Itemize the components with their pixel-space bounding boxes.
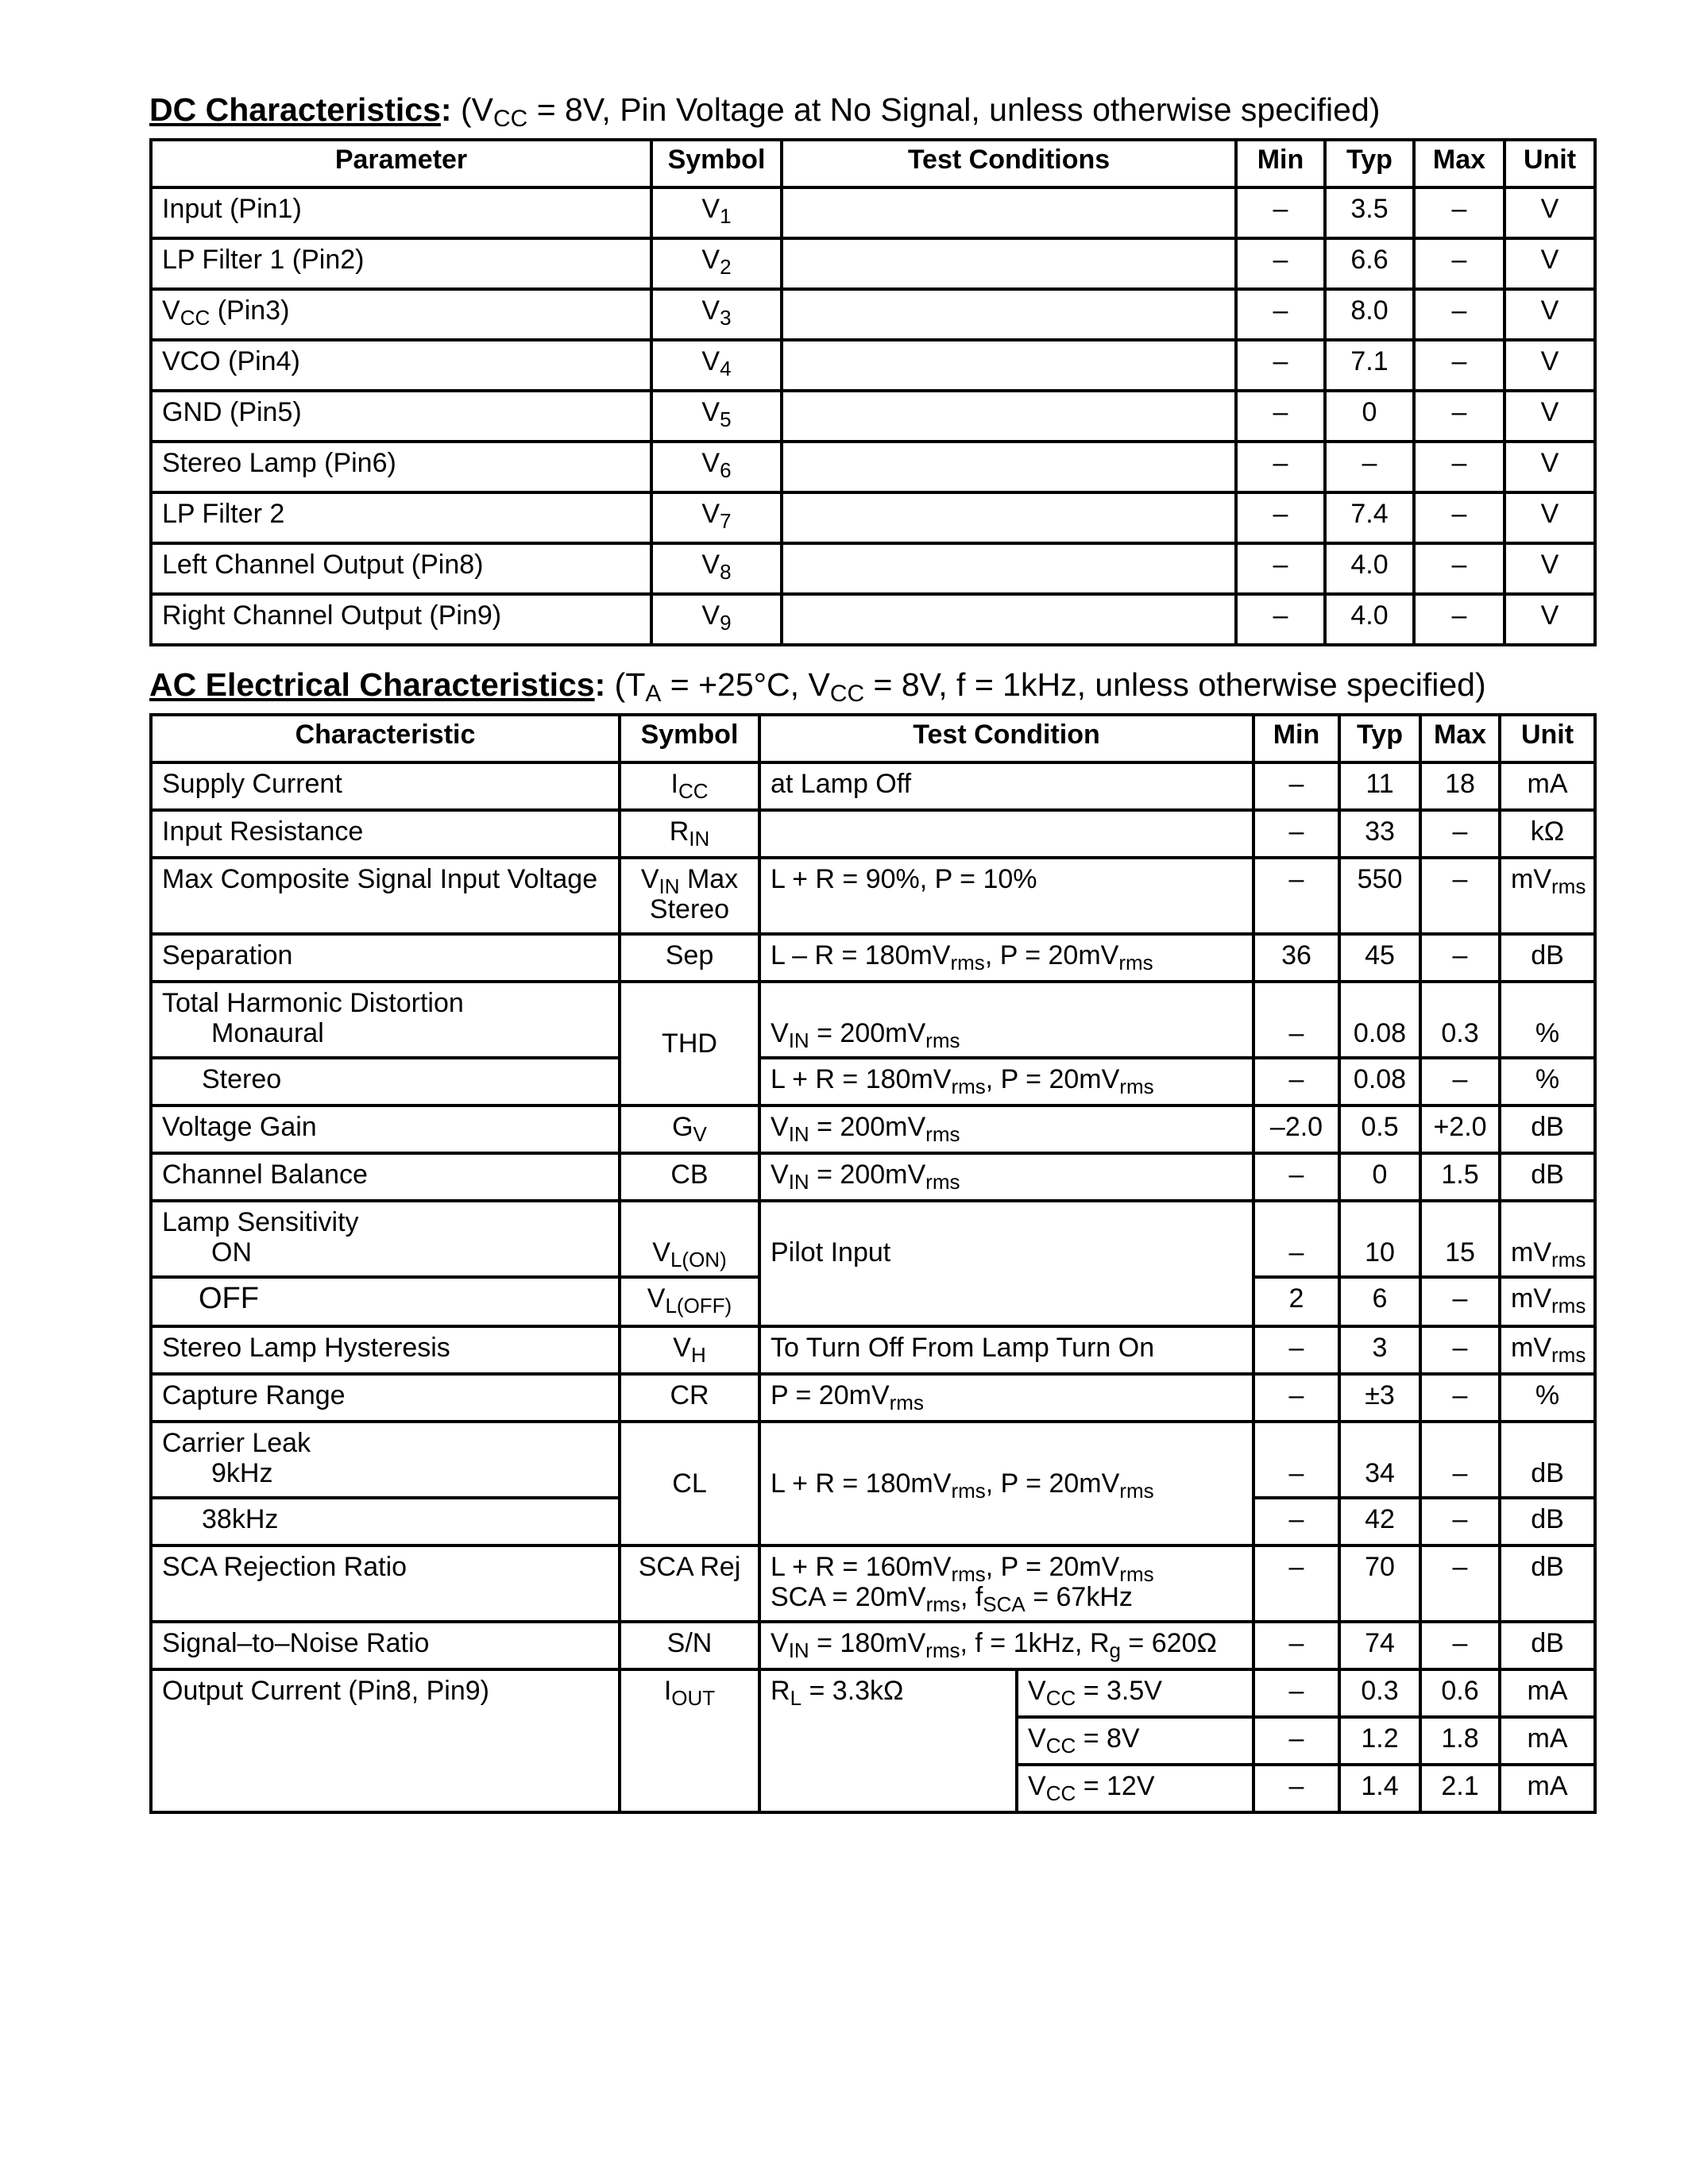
- table-row: [151, 594, 1595, 645]
- test-condition-cell: [782, 391, 1236, 442]
- max-cell: –: [1414, 492, 1505, 543]
- min-cell: –: [1236, 238, 1325, 289]
- test-condition-cell: [782, 340, 1236, 391]
- typ-cell: 7.4: [1325, 492, 1414, 543]
- ac-header-min: Min: [1253, 715, 1339, 762]
- table-row: [151, 340, 1595, 391]
- table-row: [151, 289, 1595, 340]
- unit-cell: V: [1505, 340, 1595, 391]
- test-condition-cell: [782, 238, 1236, 289]
- test-condition-cell: [782, 187, 1236, 238]
- typ-cell: 7.1: [1325, 340, 1414, 391]
- ac-section-title: AC Electrical Characteristics: ($T_A = +25^\circ C$, $V_{CC} = 8V$, f = 1kHz, unless otherwise specified): [149, 666, 1486, 707]
- unit-cell: V: [1505, 442, 1595, 492]
- test-condition-cell: [782, 492, 1236, 543]
- parameter-cell: LP Filter 2: [151, 492, 651, 543]
- test-condition-cell: [782, 594, 1236, 645]
- parameter-cell: Left Channel Output (Pin8): [151, 543, 651, 594]
- dc-header-typ: Typ: [1325, 140, 1414, 187]
- dc-header-row: [151, 140, 1595, 187]
- table-row: Stereo $L + R = 180mV_{rms}$, $P = 20mV_{rms}$ – 0.08 – %: [151, 1058, 1595, 1106]
- table-row: Separation Sep $L - R = 180mV_{rms}$, $P = 20mV_{rms}$ 36 45 – dB: [151, 934, 1595, 982]
- table-row: Stereo Lamp Hysteresis $V_H$ To Turn Off From Lamp Turn On – 3 – $mV_{rms}$: [151, 1326, 1595, 1374]
- max-cell: –: [1414, 391, 1505, 442]
- symbol-cell: $V_9$: [651, 594, 782, 645]
- symbol-cell: $V_1$: [651, 187, 782, 238]
- dc-characteristics-table: [149, 138, 1597, 646]
- symbol-cell: $V_2$: [651, 238, 782, 289]
- table-row: Input Resistance $R_{IN}$ – 33 – kΩ: [151, 810, 1595, 858]
- unit-cell: V: [1505, 492, 1595, 543]
- table-row: [151, 238, 1595, 289]
- unit-cell: V: [1505, 289, 1595, 340]
- typ-cell: –: [1325, 442, 1414, 492]
- table-row: SCA Rejection Ratio SCA Rej $L + R = 160mV_{rms}$, $P = 20mV_{rms}$ SCA = $20mV_{rms}$, $f_{SCA} = 67kHz$ – 70 – dB: [151, 1545, 1595, 1622]
- table-row: $V_{CC} = 12V$ – 1.4 2.1 mA: [151, 1765, 1595, 1812]
- max-cell: –: [1414, 238, 1505, 289]
- test-condition-cell: [782, 289, 1236, 340]
- symbol-cell: $V_4$: [651, 340, 782, 391]
- min-cell: –: [1236, 289, 1325, 340]
- max-cell: –: [1414, 594, 1505, 645]
- min-cell: –: [1236, 492, 1325, 543]
- dc-header-unit: Unit: [1505, 140, 1595, 187]
- max-cell: –: [1414, 543, 1505, 594]
- table-row: Lamp Sensitivity ON $V_{L(ON)}$ Pilot Input – 10 15 $mV_{rms}$: [151, 1201, 1595, 1277]
- table-row: [151, 391, 1595, 442]
- max-cell: –: [1414, 340, 1505, 391]
- ac-header-characteristic: Characteristic: [151, 715, 620, 762]
- table-row: [151, 543, 1595, 594]
- parameter-cell: VCO (Pin4): [151, 340, 651, 391]
- symbol-cell: $V_7$: [651, 492, 782, 543]
- table-row: [151, 442, 1595, 492]
- parameter-cell: Right Channel Output (Pin9): [151, 594, 651, 645]
- table-row: Output Current (Pin8, Pin9) $I_{OUT}$ $R_L = 3.3k\Omega$ $V_{CC} = 3.5V$ – 0.3 0.6 mA: [151, 1669, 1595, 1717]
- unit-cell: V: [1505, 543, 1595, 594]
- table-row: Signal–to–Noise Ratio S/N $V_{IN} = 180mV_{rms}$, f = 1kHz, $R_g = 620\Omega$ – 74 – dB: [151, 1622, 1595, 1669]
- table-row: Max Composite Signal Input Voltage $V_{IN}$ Max Stereo L + R = 90%, P = 10% – 550 – $mV_{rms}$: [151, 858, 1595, 934]
- ac-header-test-condition: Test Condition: [759, 715, 1253, 762]
- table-row: Channel Balance CB $V_{IN} = 200mV_{rms}$ – 0 1.5 dB: [151, 1153, 1595, 1201]
- ac-header-max: Max: [1420, 715, 1500, 762]
- table-row: Supply Current $I_{CC}$ at Lamp Off – 11 18 mA: [151, 762, 1595, 810]
- dc-header-parameter: Parameter: [151, 140, 651, 187]
- parameter-cell: $V_{CC}$ (Pin3): [151, 289, 651, 340]
- symbol-cell: $V_8$: [651, 543, 782, 594]
- test-condition-cell: [782, 543, 1236, 594]
- parameter-cell: LP Filter 1 (Pin2): [151, 238, 651, 289]
- dc-header-min: Min: [1236, 140, 1325, 187]
- table-row: Carrier Leak 9kHz CL $L + R = 180mV_{rms}$, $P = 20mV_{rms}$ – 34 – dB: [151, 1422, 1595, 1498]
- test-condition-cell: [782, 442, 1236, 492]
- min-cell: –: [1236, 543, 1325, 594]
- ac-header-symbol: Symbol: [620, 715, 759, 762]
- typ-cell: 4.0: [1325, 543, 1414, 594]
- ac-characteristics-table: [149, 713, 1597, 1814]
- parameter-cell: GND (Pin5): [151, 391, 651, 442]
- ac-header-typ: Typ: [1339, 715, 1420, 762]
- parameter-cell: Input (Pin1): [151, 187, 651, 238]
- min-cell: –: [1236, 391, 1325, 442]
- typ-cell: 8.0: [1325, 289, 1414, 340]
- unit-cell: V: [1505, 594, 1595, 645]
- table-row: [151, 492, 1595, 543]
- symbol-cell: $V_3$: [651, 289, 782, 340]
- max-cell: –: [1414, 187, 1505, 238]
- unit-cell: V: [1505, 391, 1595, 442]
- dc-header-symbol: Symbol: [651, 140, 782, 187]
- typ-cell: 4.0: [1325, 594, 1414, 645]
- typ-cell: 3.5: [1325, 187, 1414, 238]
- table-row: Total Harmonic Distortion Monaural THD $V_{IN} = 200mV_{rms}$ – 0.08 0.3 %: [151, 982, 1595, 1058]
- min-cell: –: [1236, 442, 1325, 492]
- table-row: Voltage Gain $G_V$ $V_{IN} = 200mV_{rms}$ –2.0 0.5 +2.0 dB: [151, 1106, 1595, 1153]
- table-row: [151, 187, 1595, 238]
- min-cell: –: [1236, 594, 1325, 645]
- unit-cell: V: [1505, 187, 1595, 238]
- min-cell: –: [1236, 187, 1325, 238]
- table-row: Capture Range CR $P = 20mV_{rms}$ – ±3 – %: [151, 1374, 1595, 1422]
- dc-header-test-conditions: Test Conditions: [782, 140, 1236, 187]
- dc-section-title: DC Characteristics: ($V_{CC} = 8V$, Pin Voltage at No Signal, unless otherwise specified): [149, 91, 1381, 132]
- dc-header-max: Max: [1414, 140, 1505, 187]
- symbol-cell: $V_5$: [651, 391, 782, 442]
- table-row: $V_{CC} = 8V$ – 1.2 1.8 mA: [151, 1717, 1595, 1765]
- ac-header-row: [151, 715, 1595, 762]
- symbol-cell: $V_6$: [651, 442, 782, 492]
- unit-cell: V: [1505, 238, 1595, 289]
- table-row: 38kHz – 42 – dB: [151, 1498, 1595, 1545]
- ac-header-unit: Unit: [1500, 715, 1595, 762]
- typ-cell: 6.6: [1325, 238, 1414, 289]
- typ-cell: 0: [1325, 391, 1414, 442]
- max-cell: –: [1414, 442, 1505, 492]
- min-cell: –: [1236, 340, 1325, 391]
- parameter-cell: Stereo Lamp (Pin6): [151, 442, 651, 492]
- table-row: OFF $V_{L(OFF)}$ 2 6 – $mV_{rms}$: [151, 1277, 1595, 1326]
- max-cell: –: [1414, 289, 1505, 340]
